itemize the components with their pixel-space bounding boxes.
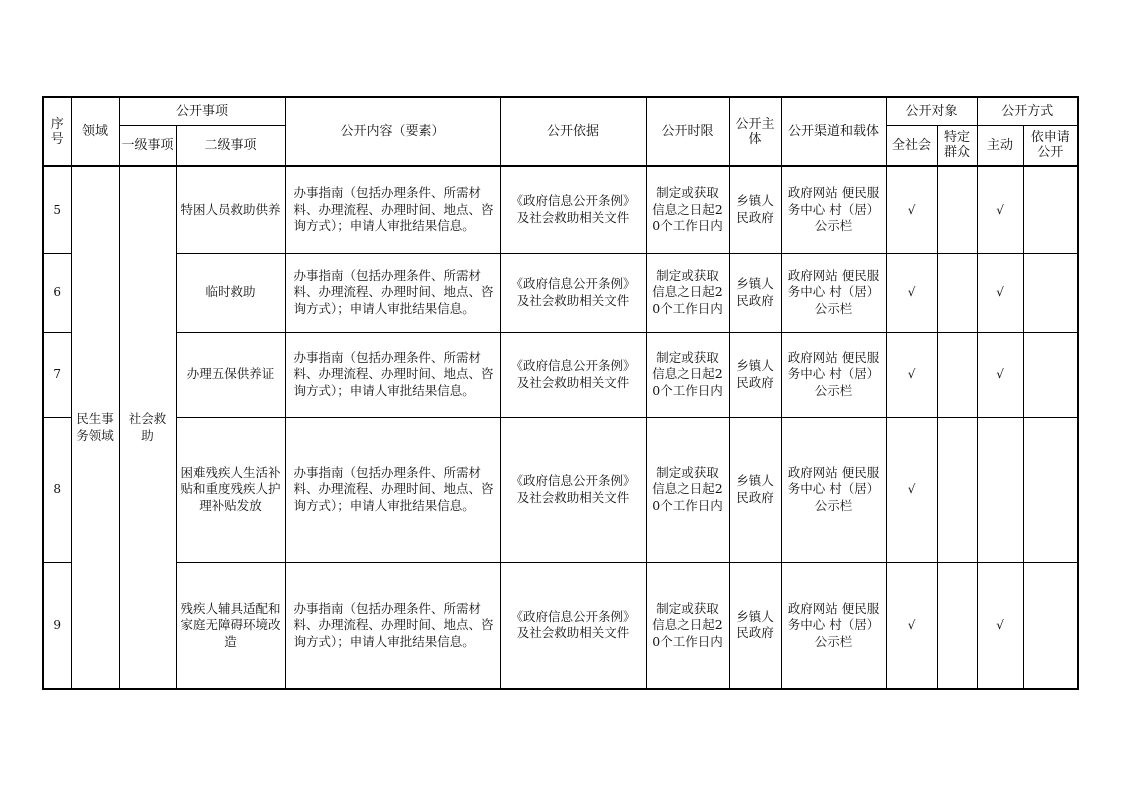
target-all-check: √: [886, 332, 937, 417]
level2-cell: 临时救助: [176, 253, 285, 332]
method-active-check: √: [977, 253, 1023, 332]
method-active-check: √: [977, 166, 1023, 253]
channel-cell: 政府网站 便民服务中心 村（居）公示栏: [781, 253, 886, 332]
basis-cell: 《政府信息公开条例》及社会救助相关文件: [500, 332, 646, 417]
content-cell: 办事指南（包括办理条件、所需材料、办理流程、办理时间、地点、咨询方式）；申请人审批结果信息。: [285, 417, 500, 562]
method-apply-check: [1023, 562, 1078, 689]
header-target-specific: 特定群众: [937, 125, 977, 166]
level2-cell: 残疾人辅具适配和家庭无障碍环境改造: [176, 562, 285, 689]
time-limit-cell: 制定或获取信息之日起20个工作日内: [646, 166, 729, 253]
level1-cell: 社会救助: [119, 166, 176, 689]
header-target-all: 全社会: [886, 125, 937, 166]
channel-cell: 政府网站 便民服务中心 村（居）公示栏: [781, 417, 886, 562]
header-content: 公开内容（要素）: [285, 97, 500, 166]
time-limit-cell: 制定或获取信息之日起20个工作日内: [646, 253, 729, 332]
header-domain: 领域: [71, 97, 119, 166]
content-cell: 办事指南（包括办理条件、所需材料、办理流程、办理时间、地点、咨询方式）；申请人审批结果信息。: [285, 562, 500, 689]
target-all-check: √: [886, 166, 937, 253]
basis-cell: 《政府信息公开条例》及社会救助相关文件: [500, 166, 646, 253]
header-target-group: 公开对象: [886, 97, 977, 125]
content-cell: 办事指南（包括办理条件、所需材料、办理流程、办理时间、地点、咨询方式）；申请人审批结果信息。: [285, 166, 500, 253]
disclosure-table: [42, 96, 1079, 690]
method-apply-check: [1023, 166, 1078, 253]
channel-cell: 政府网站 便民服务中心 村（居）公示栏: [781, 562, 886, 689]
method-apply-check: [1023, 417, 1078, 562]
table-row: [43, 562, 1078, 689]
domain-cell: 民生事务领域: [71, 166, 119, 689]
table-row: [43, 253, 1078, 332]
row-number: 8: [43, 417, 71, 562]
header-seq: 序号: [43, 97, 71, 166]
level2-cell: 困难残疾人生活补贴和重度残疾人护理补贴发放: [176, 417, 285, 562]
time-limit-cell: 制定或获取信息之日起20个工作日内: [646, 562, 729, 689]
row-number: 5: [43, 166, 71, 253]
method-active-check: [977, 417, 1023, 562]
subject-cell: 乡镇人民政府: [729, 166, 781, 253]
header-channel: 公开渠道和载体: [781, 97, 886, 166]
row-number: 6: [43, 253, 71, 332]
time-limit-cell: 制定或获取信息之日起20个工作日内: [646, 332, 729, 417]
table-header: [43, 97, 1078, 166]
table-row: [43, 332, 1078, 417]
header-items-group: 公开事项: [119, 97, 285, 125]
level2-cell: 办理五保供养证: [176, 332, 285, 417]
target-all-check: √: [886, 253, 937, 332]
target-specific-check: [937, 166, 977, 253]
basis-cell: 《政府信息公开条例》及社会救助相关文件: [500, 253, 646, 332]
target-specific-check: [937, 562, 977, 689]
subject-cell: 乡镇人民政府: [729, 253, 781, 332]
target-specific-check: [937, 253, 977, 332]
row-number: 7: [43, 332, 71, 417]
method-apply-check: [1023, 253, 1078, 332]
method-active-check: √: [977, 332, 1023, 417]
header-subject: 公开主体: [729, 97, 781, 166]
header-method-group: 公开方式: [977, 97, 1078, 125]
content-cell: 办事指南（包括办理条件、所需材料、办理流程、办理时间、地点、咨询方式）；申请人审批结果信息。: [285, 253, 500, 332]
content-cell: 办事指南（包括办理条件、所需材料、办理流程、办理时间、地点、咨询方式）；申请人审批结果信息。: [285, 332, 500, 417]
level2-cell: 特困人员救助供养: [176, 166, 285, 253]
subject-cell: 乡镇人民政府: [729, 562, 781, 689]
target-all-check: √: [886, 417, 937, 562]
header-method-active: 主动: [977, 125, 1023, 166]
time-limit-cell: 制定或获取信息之日起20个工作日内: [646, 417, 729, 562]
target-specific-check: [937, 417, 977, 562]
table-row: [43, 417, 1078, 562]
header-level1: 一级事项: [119, 125, 176, 166]
basis-cell: 《政府信息公开条例》及社会救助相关文件: [500, 417, 646, 562]
table-body: [43, 166, 1078, 689]
header-method-apply: 依申请公开: [1023, 125, 1078, 166]
channel-cell: 政府网站 便民服务中心 村（居）公示栏: [781, 166, 886, 253]
subject-cell: 乡镇人民政府: [729, 332, 781, 417]
target-specific-check: [937, 332, 977, 417]
method-active-check: √: [977, 562, 1023, 689]
method-apply-check: [1023, 332, 1078, 417]
header-basis: 公开依据: [500, 97, 646, 166]
row-number: 9: [43, 562, 71, 689]
header-time-limit: 公开时限: [646, 97, 729, 166]
table-row: [43, 166, 1078, 253]
target-all-check: √: [886, 562, 937, 689]
header-level2: 二级事项: [176, 125, 285, 166]
basis-cell: 《政府信息公开条例》及社会救助相关文件: [500, 562, 646, 689]
channel-cell: 政府网站 便民服务中心 村（居）公示栏: [781, 332, 886, 417]
subject-cell: 乡镇人民政府: [729, 417, 781, 562]
